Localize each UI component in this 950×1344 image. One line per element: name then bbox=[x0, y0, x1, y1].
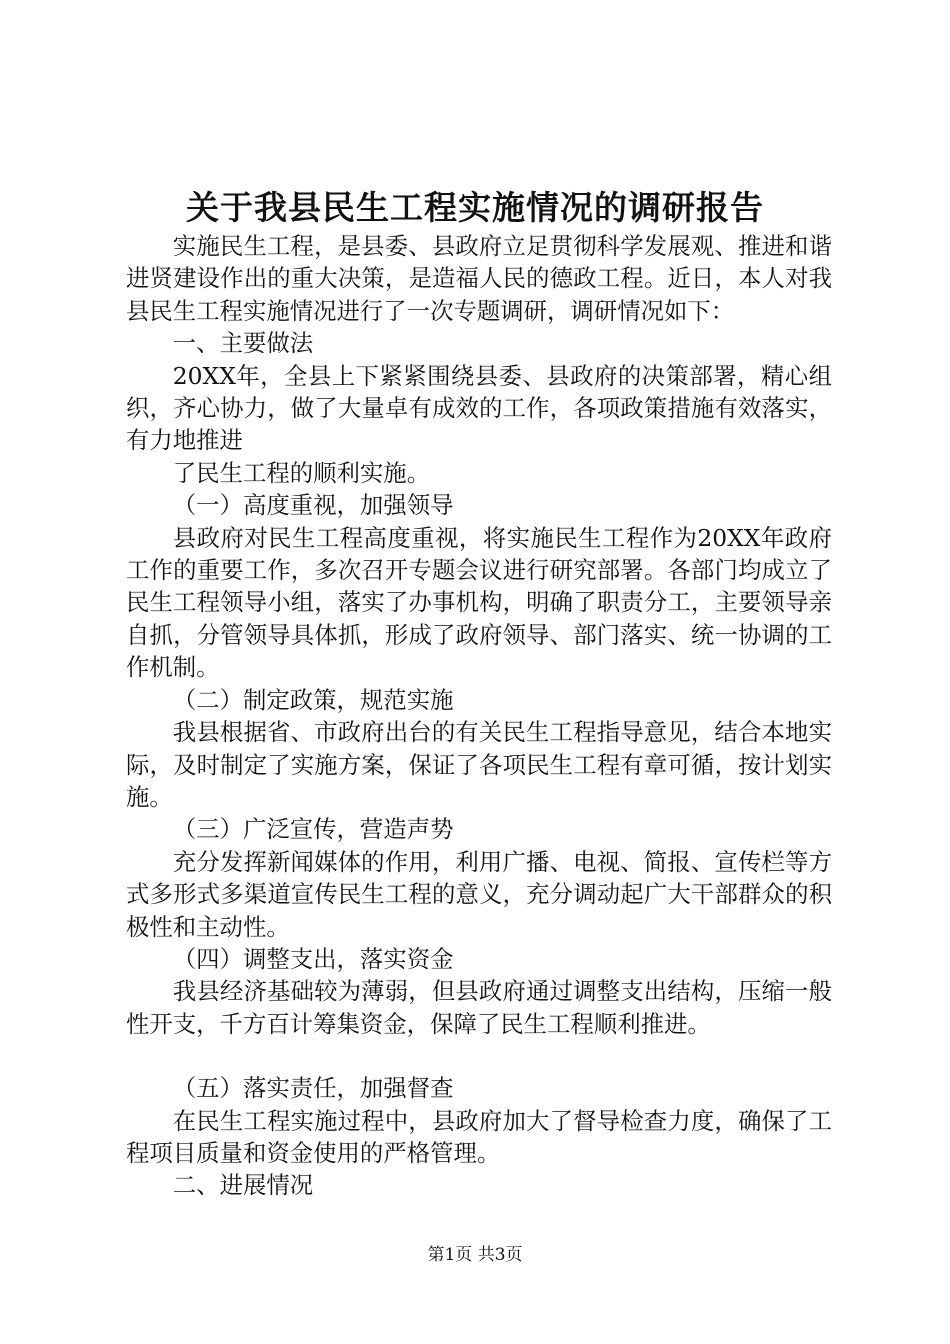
subheading-1: （一）高度重视，加强领导 bbox=[172, 491, 454, 520]
paragraph-subheading-4: 我县经济基础较为薄弱，但县政府通过调整支出结构，压缩一般性开支，千方百计筹集资金，保障了民生工程顺利推进。 bbox=[126, 977, 832, 1038]
section-heading-progress: 二、进展情况 bbox=[172, 1171, 314, 1200]
document-body bbox=[126, 230, 832, 1202]
subheading-4: （四）调整支出，落实资金 bbox=[172, 944, 454, 973]
page-number-footer: 第1页 共3页 bbox=[427, 1245, 523, 1265]
paragraph-subheading-5: 在民生工程实施过程中，县政府加大了督导检查力度，确保了工程项目质量和资金使用的严格管理。 bbox=[126, 1106, 832, 1167]
subheading-3: （三）广泛宣传，营造声势 bbox=[172, 815, 454, 844]
subheading-5: （五）落实责任，加强督查 bbox=[172, 1074, 454, 1103]
subheading-2: （二）制定政策，规范实施 bbox=[172, 685, 454, 714]
section-heading-main-practices: 一、主要做法 bbox=[172, 329, 314, 358]
paragraph-main-practices: 20XX年，全县上下紧紧围绕县委、县政府的决策部署，精心组织，齐心协力，做了大量卓有成效的工作，各项政策措施有效落实，有力地推进 bbox=[126, 361, 832, 455]
paragraph-main-practices-continued: 了民生工程的顺利实施。 bbox=[172, 458, 431, 487]
paragraph-subheading-2: 我县根据省、市政府出台的有关民生工程指导意见，结合本地实际，及时制定了实施方案，保证了各项民生工程有章可循，按计划实施。 bbox=[126, 718, 832, 811]
paragraph-intro: 实施民生工程，是县委、县政府立足贯彻科学发展观、推进和谐进贤建设作出的重大决策，是造福人民的德政工程。近日，本人对我县民生工程实施情况进行了一次专题调研，调研情况如下： bbox=[126, 232, 832, 325]
paragraph-subheading-1: 县政府对民生工程高度重视，将实施民生工程作为20XX年政府工作的重要工作，多次召开专题会议进行研究部署。各部门均成立了民生工程领导小组，落实了办事机构，明确了职责分工，主要领导亲自抓，分管领导具体抓，形成了政府领导、部门落实、统一协调的工作机制。 bbox=[126, 523, 832, 682]
paragraph-subheading-3: 充分发挥新闻媒体的作用，利用广播、电视、简报、宣传栏等方式多形式多渠道宣传民生工程的意义，充分调动起广大干部群众的积极性和主动性。 bbox=[126, 847, 832, 941]
document-title: 关于我县民生工程实施情况的调研报告 bbox=[186, 188, 764, 227]
